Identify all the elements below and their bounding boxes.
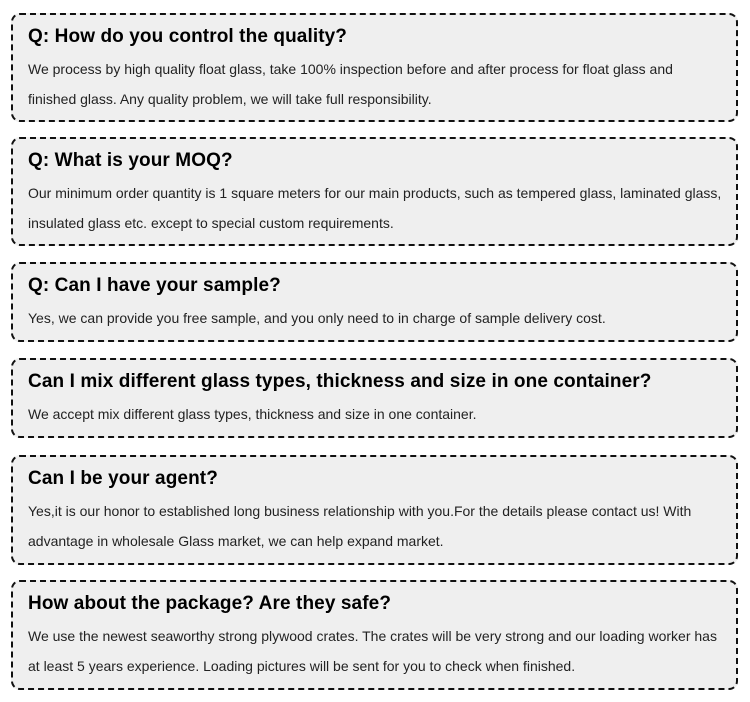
faq-answer: Our minimum order quantity is 1 square meters for our main products, such as tempered glass, laminated glass, insulated glass etc. except to special custom requirements. — [28, 185, 722, 231]
faq-question: How about the package? Are they safe? — [28, 593, 392, 614]
faq-question: Can I mix different glass types, thickness and size in one container? — [28, 371, 652, 392]
faq-question: Q: Can I have your sample? — [28, 275, 281, 296]
faq-answer: We use the newest seaworthy strong plywood crates. The crates will be very strong and our loading worker has at least 5 years experience. Loading pictures will be sent for you to check when finished. — [28, 628, 717, 674]
faq-question: Q: How do you control the quality? — [28, 26, 347, 47]
faq-answer: We accept mix different glass types, thickness and size in one container. — [28, 406, 477, 422]
faq-item-package — [11, 580, 738, 690]
faq-item-sample — [11, 262, 738, 342]
faq-question: Q: What is your MOQ? — [28, 150, 233, 171]
faq-item-agent — [11, 455, 738, 565]
faq-item-mix-container — [11, 358, 738, 438]
faq-answer: We process by high quality float glass, take 100% inspection before and after process for float glass and finished glass. Any quality problem, we will take full responsibility. — [28, 61, 673, 107]
faq-question: Can I be your agent? — [28, 468, 218, 489]
faq-answer: Yes, we can provide you free sample, and you only need to in charge of sample delivery cost. — [28, 310, 606, 326]
faq-item-moq — [11, 137, 738, 246]
faq-answer: Yes,it is our honor to established long business relationship with you.For the details please contact us! With advantage in wholesale Glass market, we can help expand market. — [28, 503, 692, 549]
faq-item-quality — [11, 13, 738, 122]
